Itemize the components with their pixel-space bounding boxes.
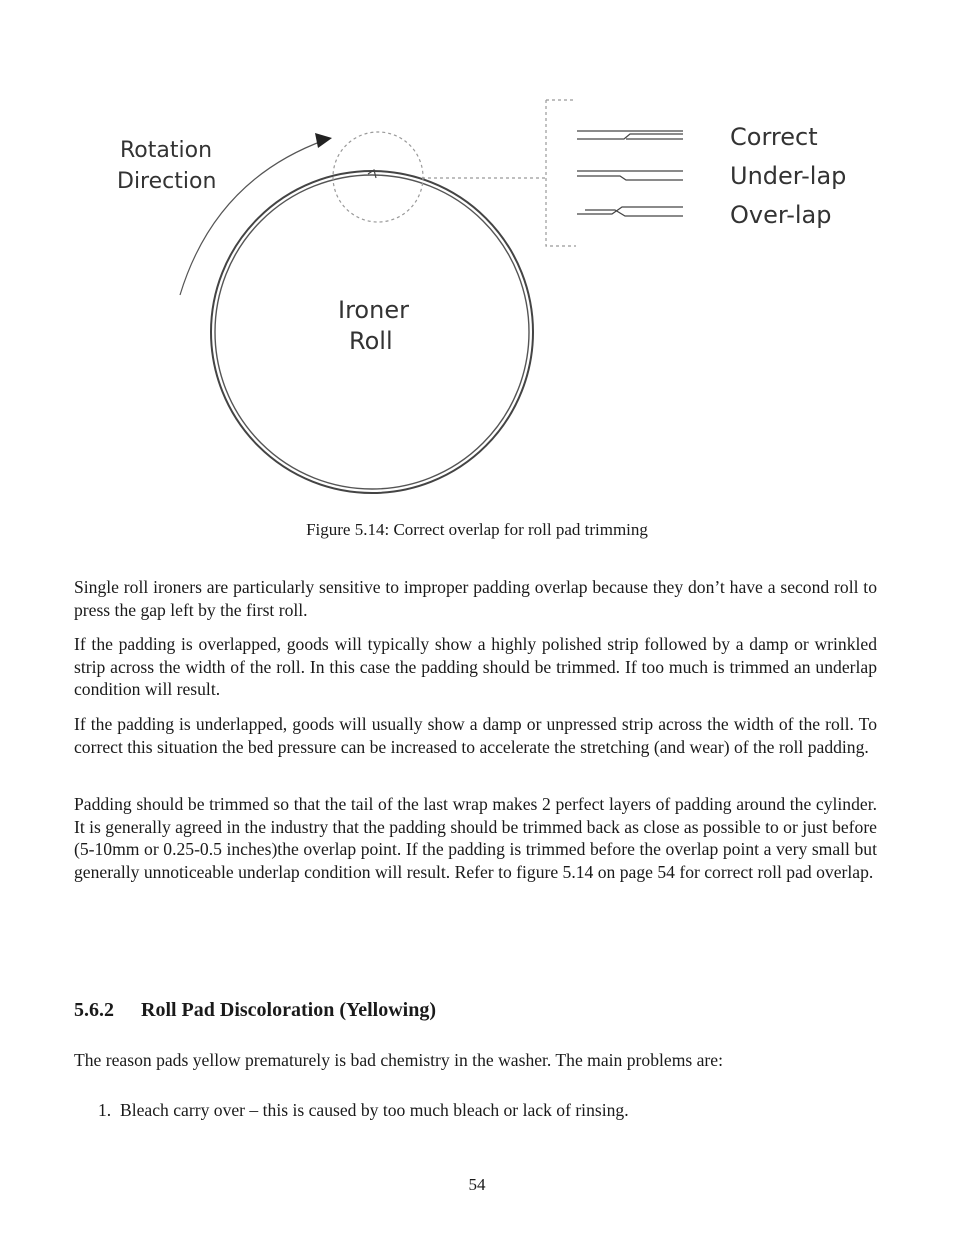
overlap-figure: [0, 0, 954, 510]
paragraph-2: [74, 633, 877, 701]
rotation-arrowhead: [315, 133, 332, 148]
paragraph-text: If the padding is underlapped, goods will usually show a damp or unpressed strip across the width of the roll. To correct this situation the bed pressure can be increased to accelerate the stretching (and wear) of the roll padding.: [74, 714, 877, 757]
under-lap-label: Under-lap: [730, 162, 847, 190]
section-intro: [74, 1049, 877, 1072]
paragraph-text: If the padding is overlapped, goods will typically show a highly polished strip followed by a damp or wrinkled strip across the width of the roll. In this case the padding should be trimmed. If too much is trimmed an underlap condition will result.: [74, 634, 877, 699]
correct-lap-lines: [577, 131, 683, 139]
paragraph-1: [74, 576, 877, 621]
figure-drawing: [0, 0, 954, 510]
page-number: 54: [468, 1175, 486, 1194]
roll-label-line1: Ironer: [338, 296, 409, 324]
rotation-arrow-arc: [180, 140, 325, 295]
section-intro-text: The reason pads yellow prematurely is bad chemistry in the washer. The main problems are:: [74, 1050, 723, 1070]
roll-label-line2: Roll: [349, 327, 393, 355]
rotation-label-line1: Rotation: [120, 138, 213, 163]
rotation-label-line2: Direction: [117, 169, 217, 194]
paragraph-4: [74, 793, 877, 883]
correct-label: Correct: [730, 123, 818, 151]
section-number: 5.6.2: [74, 999, 114, 1021]
paragraph-text: Padding should be trimmed so that the tail of the last wrap makes 2 perfect layers of padding around the cylinder. It is generally agreed in the industry that the padding should be trimmed back as close as possible to or just before (5-10mm or 0.25-0.5 inches)the overlap point. If the padding is trimmed before the overlap point a very small but generally unnoticeable underlap condition will result. Refer to figure 5.14 on page 54 for correct roll pad overlap.: [74, 794, 877, 882]
list-marker: 1.: [98, 1100, 112, 1120]
figure-caption: Figure 5.14: Correct overlap for roll pad trimming: [306, 520, 648, 539]
paragraph-3: [74, 713, 877, 758]
detail-bracket: [422, 100, 576, 246]
section-heading: [74, 999, 436, 1022]
over-lap-lines: [577, 207, 683, 216]
paragraph-text: Single roll ironers are particularly sensitive to improper padding overlap because they don’t have a second roll to press the gap left by the first roll.: [74, 577, 877, 620]
list-text: Bleach carry over – this is caused by too much bleach or lack of rinsing.: [120, 1100, 629, 1120]
section-title: Roll Pad Discoloration (Yellowing): [141, 999, 436, 1021]
over-lap-label: Over-lap: [730, 201, 832, 229]
under-lap-lines: [577, 171, 683, 180]
list-item: [98, 1100, 629, 1121]
